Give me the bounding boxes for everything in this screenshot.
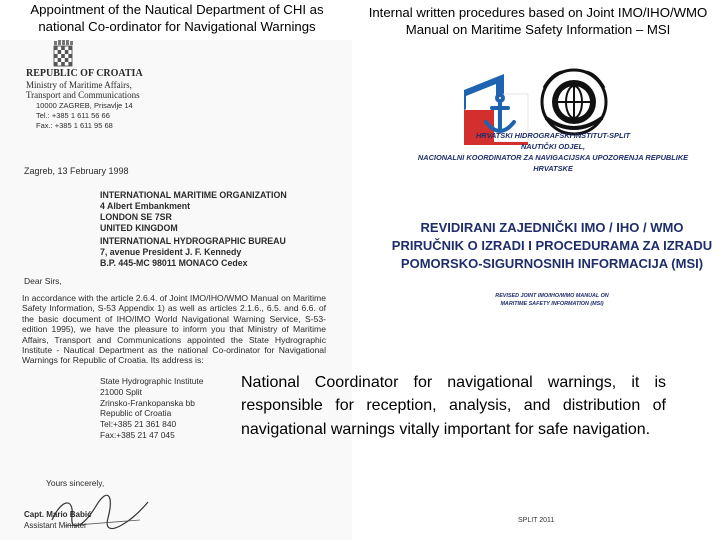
imo-emblem-icon (538, 66, 610, 140)
manual-subtitle (440, 292, 664, 308)
sender-country: REPUBLIC OF CROATIA (26, 68, 143, 79)
institute-line: NAUTIČKI ODJEL, (520, 142, 586, 151)
coordinator-description: National Coordinator for navigational warnings, it is responsible for reception, analysis, and distribution of navigational warnings vitally important for safe navigation. (241, 374, 666, 438)
recipient-line: INTERNATIONAL HYDROGRAPHIC BUREAU (100, 236, 286, 246)
recipient-line: LONDON SE 7SR (100, 212, 172, 222)
contact-line: State Hydrographic Institute (100, 376, 204, 386)
recipient-imo (100, 190, 287, 234)
manual-title (390, 219, 714, 273)
manual-title-line: POMORSKO-SIGURNOSNIH INFORMACIJA (MSI) (400, 256, 704, 271)
salutation: Dear Sirs, (24, 276, 62, 286)
contact-line: 21000 Split (100, 386, 142, 397)
manual-title-line: PRIRUČNIK O IZRADI I PROCEDURAMA ZA IZRADU (391, 238, 713, 253)
recipient-line: B.P. 445-MC 98011 MONACO Cedex (100, 258, 248, 268)
manual-subtitle-line: REVISED JOINT IMO/IHO/WMO MANUAL ON (495, 293, 609, 299)
caption-right: Internal written procedures based on Joint IMO/IHO/WMO Manual on Maritime Safety Information – MSI (368, 5, 708, 37)
institute-line: HRVATSKE (533, 164, 573, 173)
croatia-coat-of-arms-icon (52, 40, 74, 68)
institute-header (400, 130, 706, 174)
closing: Yours sincerely, (46, 478, 105, 488)
sender-tel: Tel.: +385 1 611 56 66 (36, 111, 110, 120)
recipient-ihb (100, 236, 286, 269)
recipient-line: UNITED KINGDOM (100, 223, 178, 233)
sender-ministry-cont: Transport and Communications (26, 90, 140, 100)
signatory-title: Assistant Minister (24, 521, 87, 530)
recipient-line: 7, avenue President J. F. Kennedy (100, 247, 242, 257)
caption-left: Appointment of the Nautical Department of CHI as national Co-ordinator for Navigational Warnings (30, 2, 324, 34)
manual-title-line: REVIDIRANI ZAJEDNIČKI IMO / IHO / WMO (420, 220, 684, 235)
contact-line: Republic of Croatia (100, 408, 172, 419)
sender-address: 10000 ZAGREB, Prisavlje 14 (36, 101, 133, 110)
contact-line: Zrinsko-Frankopanska bb (100, 397, 195, 408)
manual-subtitle-line: MARITIME SAFETY INFORMATION (MSI) (500, 301, 604, 307)
institute-line: HRVATSKI HIDROGRAFSKI INSTITUT-SPLIT (475, 131, 631, 140)
manual-footer: SPLIT 2011 (518, 517, 555, 524)
sender-ministry: Ministry of Maritime Affairs, (26, 80, 132, 90)
signatory: Capt. Mario Babić (24, 510, 92, 519)
sender-fax: Fax.: +385 1 611 95 68 (36, 121, 113, 130)
institute-line: NACIONALNI KOORDINATOR ZA NAVIGACIJSKA UPOZORENJA REPUBLIKE (417, 153, 689, 162)
letter-body: In accordance with the article 2.6.4. of Joint IMO/IHO/WMO Manual on Maritime Safety Information, S-53 Appendix 1) as well as articles 2.1.6., 6.5. and 6.6. of the basic document of IHO/IMO World Navigational Warning Service, S-53-edition 1995), we have the pleasure to inform you that Ministry of Maritime Affairs, Transport and Communications appointed the State Hydrographic Institute - Nautical Department as the national Co-ordinator for Navigational Warnings for Republic of Croatia. Its address is: (22, 293, 326, 366)
contact-line: Fax:+385 21 47 045 (100, 429, 175, 440)
scanned-letter (0, 40, 352, 540)
recipient-line: 4 Albert Embankment (100, 201, 191, 211)
recipient-line: INTERNATIONAL MARITIME ORGANIZATION (100, 190, 287, 200)
letter-date: Zagreb, 13 February 1998 (24, 166, 129, 176)
contact-address (100, 376, 203, 441)
contact-line: Tel:+385 21 361 840 (100, 419, 177, 430)
